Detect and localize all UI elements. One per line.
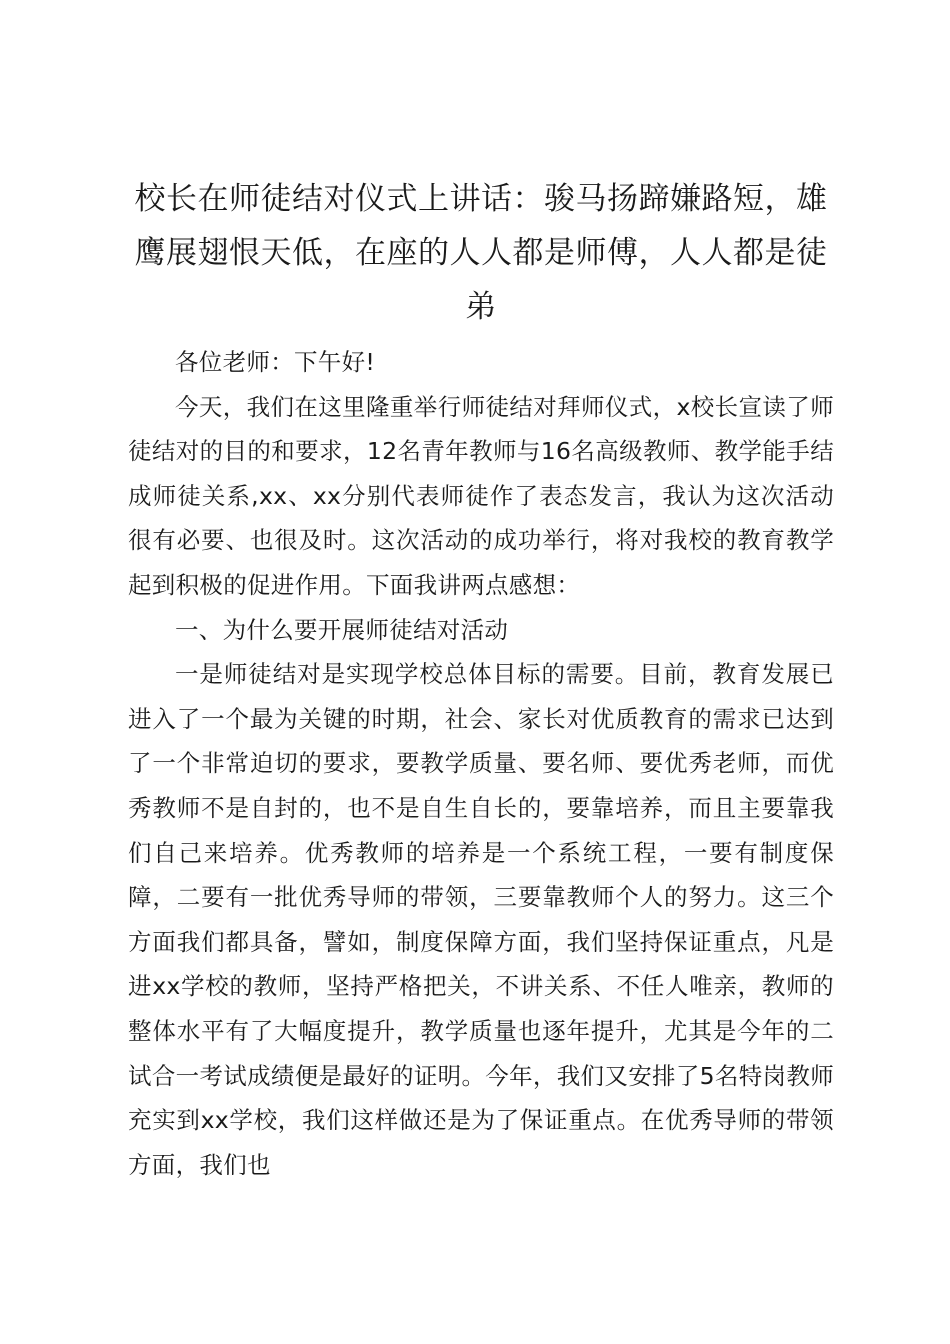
paragraph-introduction: 今天，我们在这里隆重举行师徒结对拜师仪式，x校长宣读了师徒结对的目的和要求，12名青年教师与16名高级教师、教学能手结成师徒关系,xx、xx分别代表师徒作了表态发言，我认为这次活动很有必要、也很及时。这次活动的成功举行，将对我校的教育教学起到积极的促进作用。下面我讲两点感想：	[128, 392, 834, 599]
section-heading: 一、为什么要开展师徒结对活动	[175, 615, 509, 644]
document-body	[128, 340, 834, 1187]
document-page	[128, 172, 834, 1187]
paragraph-greeting: 各位老师：下午好!	[175, 348, 376, 376]
document-title: 校长在师徒结对仪式上讲话：骏马扬蹄嫌路短，雄鹰展翅恨天低，在座的人人都是师傅，人人都是徒弟	[134, 181, 828, 325]
paragraph-point-one: 一是师徒结对是实现学校总体目标的需要。目前，教育发展已进入了一个最为关键的时期，社会、家长对优质教育的需求已达到了一个非常迫切的要求，要教学质量、要名师、要优秀老师，而优秀教师不是自封的，也不是自生自长的，要靠培养，而且主要靠我们自己来培养。优秀教师的培养是一个系统工程，一要有制度保障，二要有一批优秀导师的带领，三要靠教师个人的努力。这三个方面我们都具备，譬如，制度保障方面，我们坚持保证重点，凡是进xx学校的教师，坚持严格把关，不讲关系、不任人唯亲，教师的整体水平有了大幅度提升，教学质量也逐年提升，尤其是今年的二试合一考试成绩便是最好的证明。今年，我们又安排了5名特岗教师充实到xx学校，我们这样做还是为了保证重点。在优秀导师的带领方面，我们也	[128, 660, 834, 1179]
